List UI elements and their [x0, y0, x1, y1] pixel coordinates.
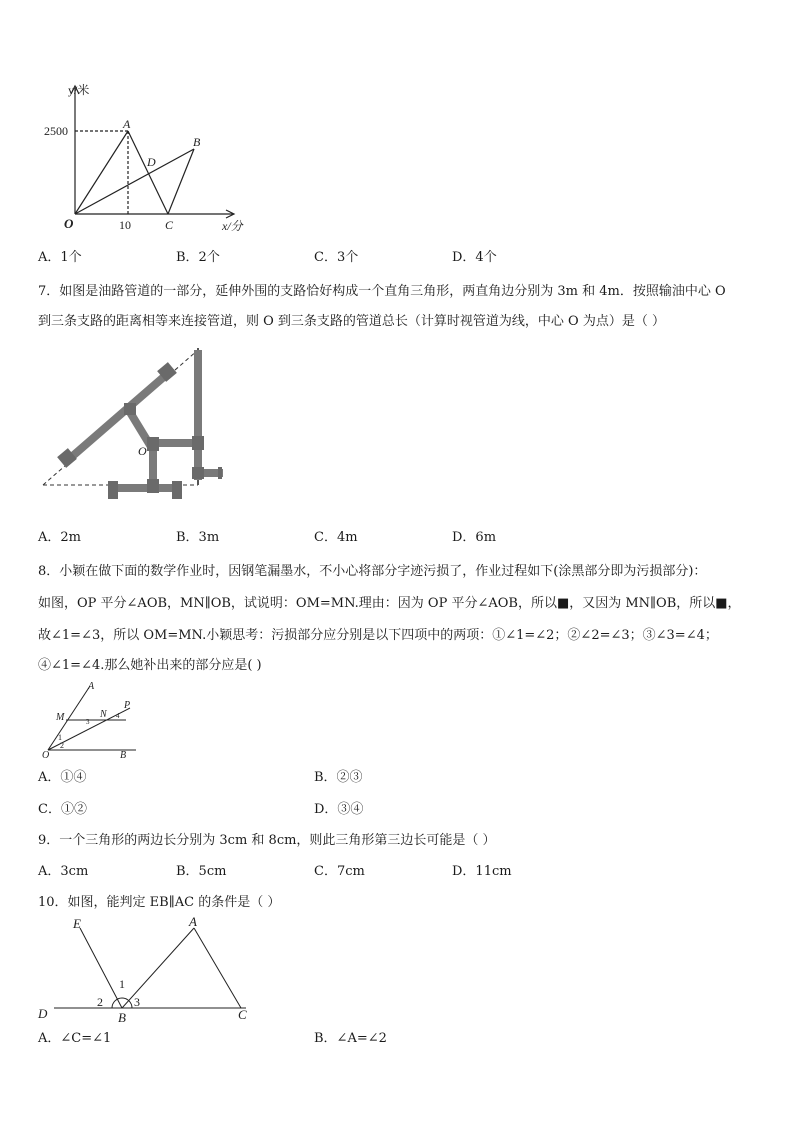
tick-label-10: 10: [119, 218, 131, 232]
joint-right-stub: [192, 467, 204, 479]
q10-parallel-figure: [36, 914, 256, 1024]
angle-3: 3: [86, 718, 90, 726]
joint-bottom-left: [108, 481, 118, 499]
joint-bottom-right: [172, 481, 182, 499]
angle-1: 1: [58, 733, 62, 742]
point-label-d: D: [147, 155, 156, 169]
tick-label-2500: 2500: [44, 124, 68, 138]
q10-stem: 10．如图，能判定 EB∥AC 的条件是（ ）: [38, 895, 281, 910]
q7-stem-line-1: 7．如图是油路管道的一部分，延伸外围的支路恰好构成一个直角三角形，两直角边分别为 3m 和 4m．按照输油中心 O: [38, 284, 726, 299]
q6-option-c[interactable]: C．3个: [314, 250, 359, 265]
angle-3: 3: [134, 995, 140, 1009]
q6-option-d[interactable]: D．4个: [452, 250, 497, 265]
q6-option-b[interactable]: B．2个: [176, 250, 220, 265]
joint-o: [147, 437, 159, 451]
label-n: N: [100, 709, 107, 720]
label-b: B: [118, 1010, 126, 1025]
cap-right-stub: [218, 467, 222, 479]
label-m: M: [56, 712, 65, 723]
q7-option-a[interactable]: A．2m: [38, 530, 81, 545]
label-o: O: [42, 750, 50, 761]
q7-pipeline-figure: [38, 345, 238, 500]
line-cb: [168, 149, 194, 214]
point-label-c: C: [165, 218, 174, 232]
joint-bottom-mid: [147, 479, 159, 493]
q9-option-d[interactable]: D．11cm: [452, 864, 512, 879]
q8-stem-line-2: 如图，OP 平分∠AOB，MN∥OB，试说明：OM=MN.理由：因为 OP 平分∠AOB，所以■，又因为 MN∥OB，所以■，: [38, 596, 741, 611]
q6-option-a[interactable]: A．1个: [38, 250, 82, 265]
label-p: P: [124, 700, 131, 711]
q7-option-c[interactable]: C．4m: [314, 530, 358, 545]
label-a: A: [189, 914, 197, 929]
line-oa: [75, 131, 128, 214]
q7-stem-line-2: 到三条支路的距离相等来连接管道，则 O 到三条支路的管道总长（计算时视管道为线，中心 O 为点）是（ ）: [38, 314, 665, 329]
q8-option-a[interactable]: A．①④: [38, 770, 87, 785]
q9-option-c[interactable]: C．7cm: [314, 864, 365, 879]
q8-angle-figure: [38, 678, 148, 763]
q8-option-b[interactable]: B．②③: [314, 770, 363, 785]
q8-option-d[interactable]: D．③④: [314, 802, 364, 817]
line-ac: [128, 131, 168, 214]
point-label-o: O: [64, 216, 74, 231]
angle-2: 2: [97, 995, 103, 1009]
q8-stem-line-4: ④∠1=∠4.那么她补出来的部分应是( ): [38, 658, 262, 673]
angle-2: 2: [60, 741, 64, 750]
angle-4: 4: [116, 712, 120, 720]
label-c: C: [238, 1007, 247, 1022]
joint-mid: [124, 403, 136, 415]
q6-graph-figure: [44, 78, 255, 238]
joint-right: [192, 436, 204, 450]
y-axis-label: y/米: [68, 83, 90, 97]
segment-ba: [122, 928, 194, 1008]
label-a: A: [88, 681, 95, 692]
point-label-a: A: [123, 117, 131, 131]
point-label-b: B: [193, 135, 201, 149]
line-ob: [75, 149, 194, 214]
label-b: B: [120, 750, 127, 761]
q7-option-d[interactable]: D．6m: [452, 530, 497, 545]
point-label-o: O: [138, 444, 147, 458]
q9-stem: 9．一个三角形的两边长分别为 3cm 和 8cm，则此三角形第三边长可能是（ ）: [38, 833, 496, 848]
q10-option-b[interactable]: B．∠A=∠2: [314, 1031, 387, 1046]
ray-oa: [48, 686, 90, 750]
q9-option-a[interactable]: A．3cm: [38, 864, 89, 879]
q8-stem-line-3: 故∠1=∠3，所以 OM=MN.小颖思考：污损部分应分别是以下四项中的两项：①∠1=∠2；②∠2=∠3；③∠3=∠4；: [38, 628, 718, 643]
q10-option-a[interactable]: A．∠C=∠1: [38, 1031, 112, 1046]
label-e: E: [73, 916, 81, 931]
segment-ac: [194, 928, 241, 1008]
x-axis-label: x/分: [222, 219, 243, 233]
q7-option-b[interactable]: B．3m: [176, 530, 220, 545]
q8-stem-line-1: 8．小颖在做下面的数学作业时，因钢笔漏墨水，不小心将部分字迹污损了，作业过程如下(涂黑部分即为污损部分)：: [38, 564, 707, 579]
label-d: D: [38, 1006, 48, 1021]
angle-1: 1: [119, 977, 125, 991]
q8-option-c[interactable]: C．①②: [38, 802, 87, 817]
q9-option-b[interactable]: B．5cm: [176, 864, 227, 879]
